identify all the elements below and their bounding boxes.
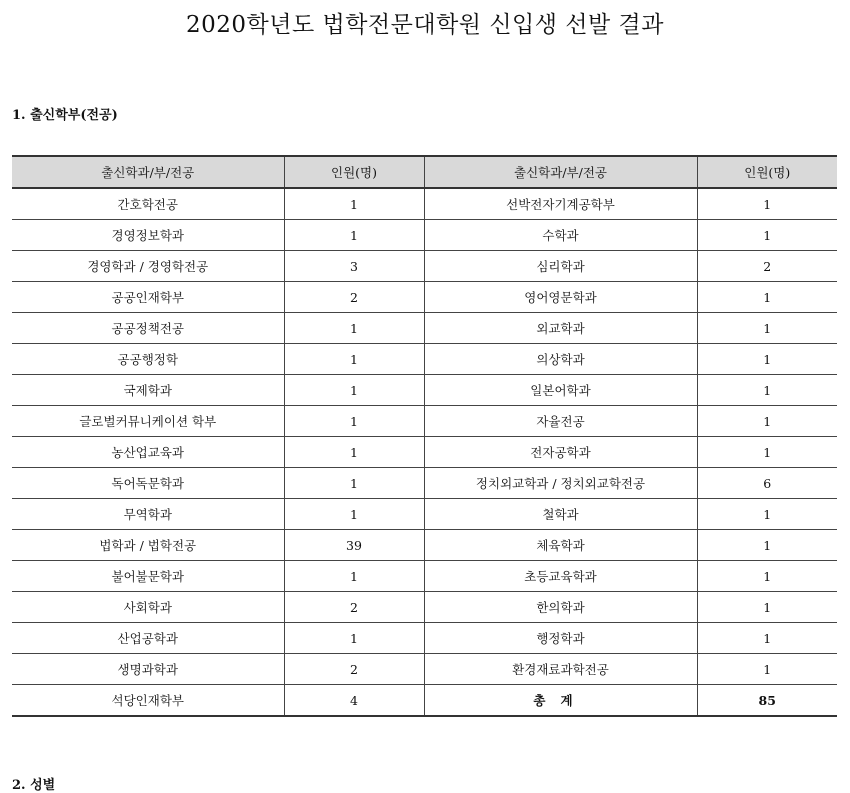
table-row [12, 437, 837, 468]
major-name-right: 일본어학과 [424, 375, 697, 406]
count-left: 1 [284, 561, 424, 592]
count-right: 1 [697, 530, 837, 561]
major-name-right: 정치외교학과 / 정치외교학전공 [424, 468, 697, 499]
table-row [12, 188, 837, 220]
table-header-row [12, 156, 837, 188]
major-name-right: 초등교육학과 [424, 561, 697, 592]
count-left: 2 [284, 654, 424, 685]
major-name-left: 농산업교육과 [12, 437, 284, 468]
count-left: 2 [284, 282, 424, 313]
count-right: 1 [697, 592, 837, 623]
major-name-right: 행정학과 [424, 623, 697, 654]
major-name-left: 생명과학과 [12, 654, 284, 685]
count-left: 1 [284, 437, 424, 468]
count-right: 1 [697, 188, 837, 220]
table-row [12, 344, 837, 375]
major-name-left: 경영정보학과 [12, 220, 284, 251]
count-left: 1 [284, 499, 424, 530]
count-right: 1 [697, 282, 837, 313]
page-title: 2020학년도 법학전문대학원 신입생 선발 결과 [186, 12, 664, 38]
count-left: 1 [284, 344, 424, 375]
count-right: 1 [697, 437, 837, 468]
column-header-major-right: 출신학과/부/전공 [424, 156, 697, 188]
major-name-left: 불어불문학과 [12, 561, 284, 592]
count-left: 1 [284, 313, 424, 344]
table-row [12, 654, 837, 685]
count-right: 1 [697, 561, 837, 592]
table-row [12, 220, 837, 251]
major-name-right: 한의학과 [424, 592, 697, 623]
major-results-table [12, 155, 837, 717]
table-row [12, 468, 837, 499]
major-name-right: 체육학과 [424, 530, 697, 561]
count-left: 3 [284, 251, 424, 282]
table-row [12, 282, 837, 313]
major-name-left: 국제학과 [12, 375, 284, 406]
table-row [12, 499, 837, 530]
count-right: 1 [697, 499, 837, 530]
column-header-count-right: 인원(명) [697, 156, 837, 188]
major-name-right: 의상학과 [424, 344, 697, 375]
count-left: 1 [284, 623, 424, 654]
total-label: 총계 [424, 685, 697, 717]
count-right: 1 [697, 406, 837, 437]
major-name-right: 외교학과 [424, 313, 697, 344]
count-left: 1 [284, 220, 424, 251]
table-row [12, 530, 837, 561]
major-name-left: 법학과 / 법학전공 [12, 530, 284, 561]
count-right: 1 [697, 220, 837, 251]
major-name-right: 전자공학과 [424, 437, 697, 468]
table-row [12, 313, 837, 344]
count-left: 1 [284, 375, 424, 406]
major-name-left: 무역학과 [12, 499, 284, 530]
count-right: 6 [697, 468, 837, 499]
major-name-left: 산업공학과 [12, 623, 284, 654]
count-right: 1 [697, 375, 837, 406]
major-name-left: 공공행정학 [12, 344, 284, 375]
count-right: 2 [697, 251, 837, 282]
count-left: 1 [284, 188, 424, 220]
major-name-left: 사회학과 [12, 592, 284, 623]
table-row [12, 251, 837, 282]
count-right: 1 [697, 654, 837, 685]
column-header-major-left: 출신학과/부/전공 [12, 156, 284, 188]
major-name-left: 공공인재학부 [12, 282, 284, 313]
major-name-left: 석당인재학부 [12, 685, 284, 717]
major-name-right: 선박전자기계공학부 [424, 188, 697, 220]
table-row [12, 592, 837, 623]
table-row [12, 406, 837, 437]
major-name-right: 수학과 [424, 220, 697, 251]
count-left: 4 [284, 685, 424, 717]
count-right: 1 [697, 313, 837, 344]
major-name-right: 철학과 [424, 499, 697, 530]
major-name-left: 독어독문학과 [12, 468, 284, 499]
total-count: 85 [697, 685, 837, 717]
major-name-left: 간호학전공 [12, 188, 284, 220]
count-right: 1 [697, 344, 837, 375]
major-name-right: 자율전공 [424, 406, 697, 437]
major-name-right: 심리학과 [424, 251, 697, 282]
section-heading-gender: 2. 성별 [12, 778, 56, 793]
count-left: 1 [284, 468, 424, 499]
count-left: 39 [284, 530, 424, 561]
table-row [12, 561, 837, 592]
count-left: 1 [284, 406, 424, 437]
count-right: 1 [697, 623, 837, 654]
major-name-left: 글로벌커뮤니케이션 학부 [12, 406, 284, 437]
major-name-left: 경영학과 / 경영학전공 [12, 251, 284, 282]
table-body [12, 188, 837, 716]
table-row [12, 375, 837, 406]
major-name-left: 공공정책전공 [12, 313, 284, 344]
column-header-count-left: 인원(명) [284, 156, 424, 188]
count-left: 2 [284, 592, 424, 623]
major-name-right: 환경재료과학전공 [424, 654, 697, 685]
section-heading-major: 1. 출신학부(전공) [12, 108, 118, 123]
table-row [12, 623, 837, 654]
major-name-right: 영어영문학과 [424, 282, 697, 313]
table-row-total [12, 685, 837, 717]
